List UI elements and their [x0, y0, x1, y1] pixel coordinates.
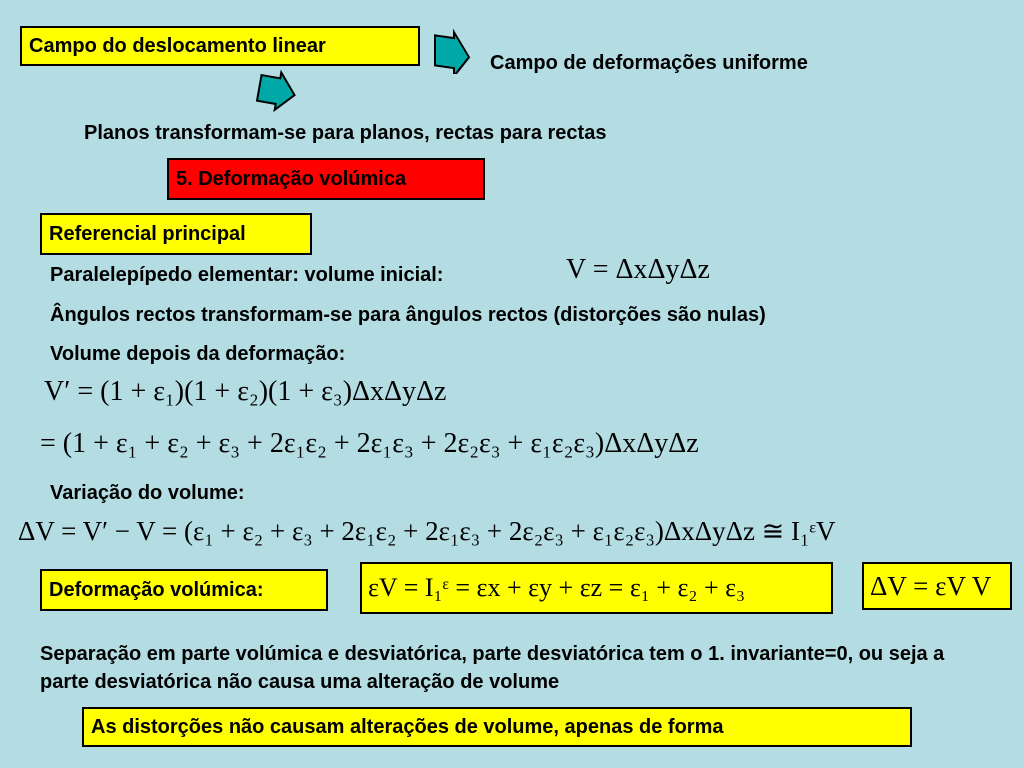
campo-deslocamento-box — [20, 26, 420, 66]
equation-eps-v: εV = I₁ᵋ = εx + εy + εz = ε₁ + ε₂ + ε₃ — [368, 573, 746, 602]
arrow-right-icon — [432, 28, 472, 74]
campo-deslocamento-label: Campo do deslocamento linear — [29, 34, 326, 57]
separacao-text: Separação em parte volúmica e desviatórica, parte desviatórica tem o 1. invariante=0, ou seja a parte desviatórica não causa uma alteração de volume — [40, 643, 945, 693]
variacao-label: Variação do volume: — [50, 482, 245, 504]
deformacao-volumica-box — [40, 569, 328, 611]
equation-eps-v-box — [360, 562, 833, 614]
equation-v-expanded: = (1 + ε₁ + ε₂ + ε₃ + 2ε₁ε₂ + 2ε₁ε₃ + 2ε₂ε₃ + ε₁ε₂ε₃)ΔxΔyΔz — [40, 428, 699, 459]
conclusao-label: As distorções não causam alterações de volume, apenas de forma — [91, 715, 724, 738]
referencial-label: Referencial principal — [49, 222, 246, 245]
volume-depois-label: Volume depois da deformação: — [50, 343, 346, 365]
equation-v-initial: V = ΔxΔyΔz — [566, 254, 710, 285]
section-title — [167, 158, 485, 200]
planos-label: Planos transformam-se para planos, rectas para rectas — [84, 122, 607, 144]
conclusao-box — [82, 707, 912, 747]
section-title-label: 5. Deformação volúmica — [176, 167, 407, 190]
angulos-label: Ângulos rectos transformam-se para ângulos rectos (distorções são nulas) — [50, 304, 766, 326]
equation-v-prime: V′ = (1 + ε₁)(1 + ε₂)(1 + ε₃)ΔxΔyΔz — [44, 376, 447, 407]
paralelepipedo-label: Paralelepípedo elementar: volume inicial: — [50, 264, 444, 286]
equation-delta-v-short-box — [862, 562, 1012, 610]
referencial-box — [40, 213, 312, 255]
equation-delta-v: ΔV = V′ − V = (ε₁ + ε₂ + ε₃ + 2ε₁ε₂ + 2ε₁ε₃ + 2ε₂ε₃ + ε₁ε₂ε₃)ΔxΔyΔz ≅ I₁ᵋV — [18, 516, 836, 546]
arrow-down-right-icon — [256, 70, 298, 112]
campo-deformacoes-label: Campo de deformações uniforme — [490, 52, 808, 74]
deformacao-volumica-label: Deformação volúmica: — [49, 578, 264, 601]
equation-delta-v-short: ΔV = εV V — [870, 570, 992, 601]
